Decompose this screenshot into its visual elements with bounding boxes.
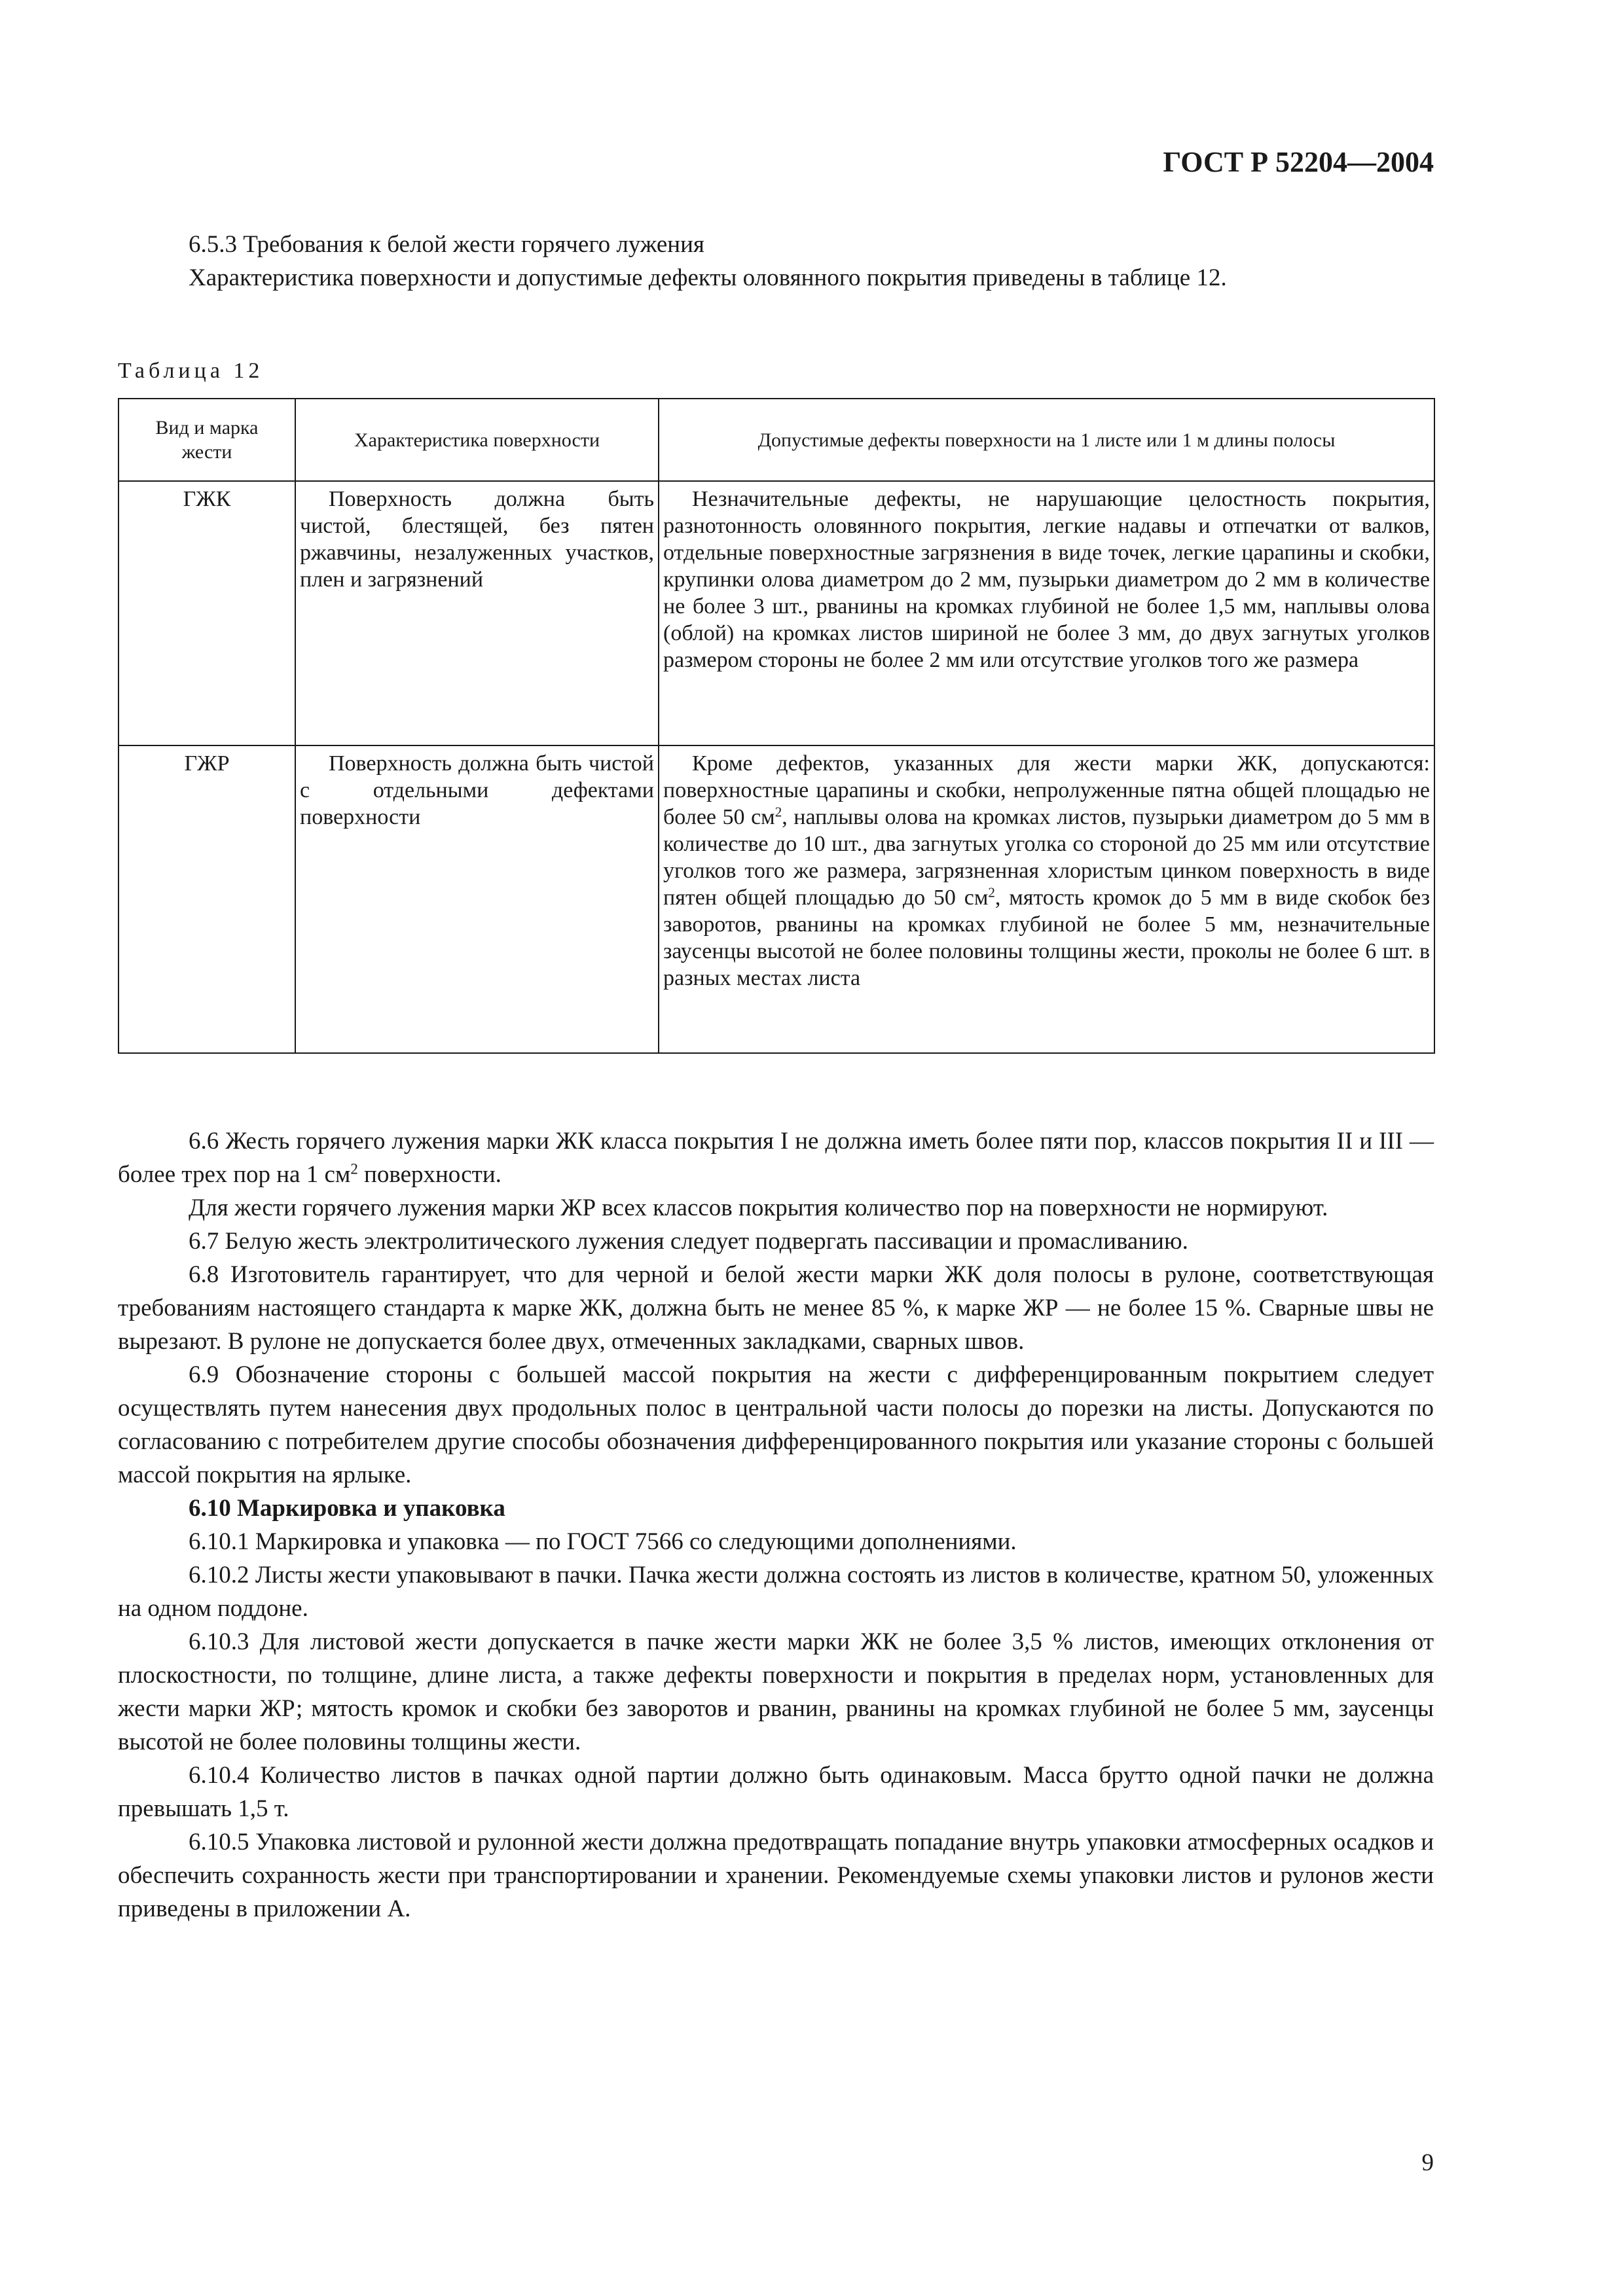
table-header-row [119, 399, 1434, 481]
paragraph-6-7: 6.7 Белую жесть электролитического лужения следует подвергать пассивации и промасливанию. [189, 1228, 1188, 1255]
paragraph-6-10-2: 6.10.2 Листы жести упаковывают в пачки. Пачка жести должна состоять из листов в количестве, кратном 50, уложенных на одном поддоне. [118, 1562, 1434, 1622]
surface-text: Поверхность должна быть чистой с отдельными дефектами поверхности [300, 751, 654, 829]
defects-cell [659, 481, 1434, 745]
header-grade: Вид и марка жести [119, 399, 295, 481]
defects-text: Незначительные дефекты, не нарушающие целостность покрытия, разнотонность оловянного покрытия, легкие надавы и отпечатки от валков, отдельные поверхностные загрязнения в виде точек, легкие царапины и скобки, крупинки олова диаметром до 2 мм, пузырьки диаметром до 2 мм в количестве не более 3 шт., рванины на кромках глубиной не более 1,5 мм, наплывы олова (облой) на кромках листов шириной не более 3 мм, до двух загнутых уголков размером стороны не более 2 мм или отсутствие уголков того же размера [663, 487, 1430, 672]
paragraph-6-9: 6.9 Обозначение стороны с большей массой покрытия на жести с дифференцированным покрытием следует осуществлять путем нанесения двух продольных полос в центральной части полосы до порезки на листы. Допускаются по согласованию с потребителем другие способы обозначения дифференцированного покрытия или указание стороны с большей массой покрытия на ярлыке. [118, 1361, 1434, 1488]
table-row [119, 745, 1434, 1053]
paragraph-6-10-1: 6.10.1 Маркировка и упаковка — по ГОСТ 7566 со следующими дополнениями. [189, 1528, 1017, 1555]
body-block [118, 1124, 1434, 1926]
document-code: ГОСТ Р 52204—2004 [1163, 146, 1434, 178]
header-defects: Допустимые дефекты поверхности на 1 листе или 1 м длины полосы [659, 399, 1434, 481]
page-number: 9 [1421, 2149, 1434, 2176]
paragraph-6-10-5: 6.10.5 Упаковка листовой и рулонной жести должна предотвращать попадание внутрь упаковки атмосферных осадков и обеспечить сохранность жести при транспортировании и хранении. Рекомендуемые схемы упаковки листов и рулонов жести приведены в приложении А. [118, 1829, 1434, 1922]
header-surface: Характеристика поверхности [295, 399, 659, 481]
grade-cell: ГЖК [119, 481, 295, 745]
paragraph-6-6: 6.6 Жесть горячего лужения марки ЖК класса покрытия I не должна иметь более пяти пор, классов покрытия II и III — более трех пор на 1 $см^2$ поверхности. [118, 1128, 1434, 1188]
defects-table [118, 398, 1435, 1054]
intro-block [118, 228, 1434, 295]
defects-text: Кроме дефектов, указанных для жести марки ЖК, допускаются: поверхностные царапины и скобки, непролуженные пятна общей площадью не более 50 $см^2$, наплывы олова на кромках листов, пузырьки диаметром до 5 мм в количестве до 10 шт., два загнутых уголка со стороной до 25 мм или отсутствие уголков того же размера, загрязненная хлористым цинком поверхность в виде пятен общей площадью до 50 $см^2$, мятость кромок до 5 мм в виде скобок без заворотов, рванины на кромках глубиной не более 5 мм, незначительные заусенцы высотой не более половины толщины жести, проколы не более 6 шт. в разных местах листа [663, 751, 1430, 990]
subsection-title-6-5-3: 6.5.3 Требования к белой жести горячего лужения [189, 231, 704, 258]
grade-cell: ГЖР [119, 745, 295, 1053]
section-heading-6-10: 6.10 Маркировка и упаковка [189, 1495, 505, 1522]
table-label: Таблица 12 [118, 359, 264, 383]
intro-paragraph: Характеристика поверхности и допустимые дефекты оловянного покрытия приведены в таблице 12. [189, 264, 1227, 291]
table-row [119, 481, 1434, 745]
paragraph-6-10-4: 6.10.4 Количество листов в пачках одной партии должно быть одинаковым. Масса брутто одной пачки не должна превышать 1,5 т. [118, 1762, 1434, 1822]
surface-cell [295, 481, 659, 745]
paragraph-6-8: 6.8 Изготовитель гарантирует, что для черной и белой жести марки ЖК доля полосы в рулоне, соответствующая требованиям настоящего стандарта к марке ЖК, должна быть не менее 85 %, к марке ЖР — не более 15 %. Сварные швы не вырезают. В рулоне не допускается более двух, отмеченных закладками, сварных швов. [118, 1261, 1434, 1355]
surface-cell [295, 745, 659, 1053]
surface-text: Поверхность должна быть чистой, блестящей, без пятен ржавчины, незалуженных участков, плен и загрязнений [300, 487, 654, 592]
paragraph-6-6-note: Для жести горячего лужения марки ЖР всех классов покрытия количество пор на поверхности не нормируют. [189, 1194, 1328, 1221]
paragraph-6-10-3: 6.10.3 Для листовой жести допускается в пачке жести марки ЖК не более 3,5 % листов, имеющих отклонения от плоскостности, по толщине, длине листа, а также дефекты поверхности и покрытия в пределах норм, установленных для жести марки ЖР; мятость кромок и скобки без заворотов и рванин, рванины на кромках глубиной не более 5 мм, заусенцы высотой не более половины толщины жести. [118, 1628, 1434, 1755]
defects-cell [659, 745, 1434, 1053]
